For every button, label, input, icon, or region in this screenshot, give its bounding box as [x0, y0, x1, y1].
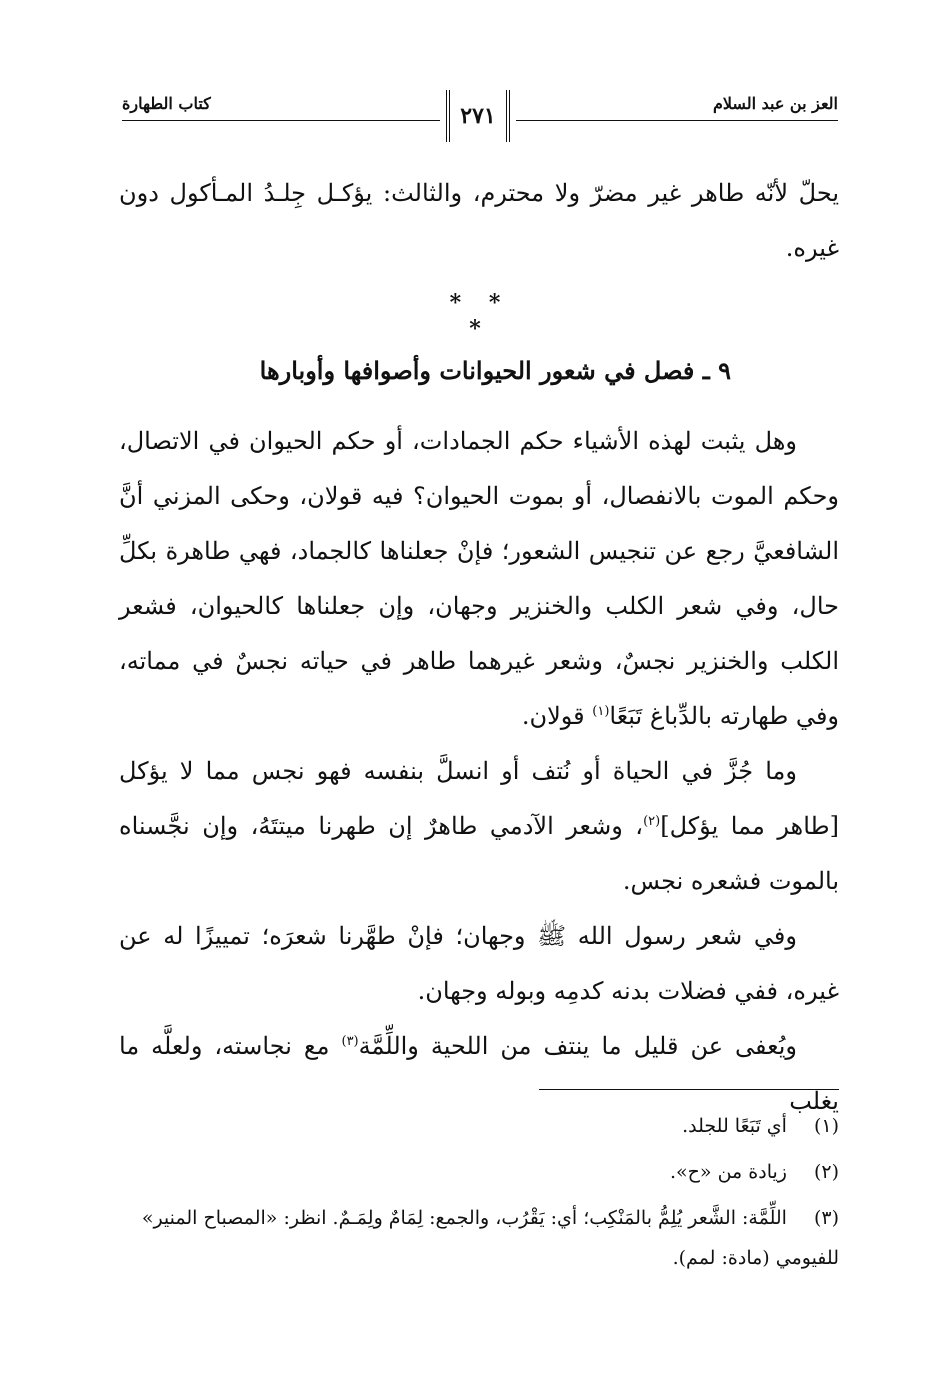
footnotes — [119, 1106, 839, 1284]
footnote-2 — [119, 1152, 839, 1192]
paragraph-1 — [119, 414, 839, 744]
paragraph-2 — [119, 744, 839, 909]
running-header — [122, 88, 838, 160]
paragraph-3: وفي شعر رسول الله ﷺ وجهان؛ فإنْ طهَّرنا شعرَه؛ تمييزًا له عن غيره، ففي فضلات بدنه كدمِه وبوله وجهان. — [119, 922, 839, 1005]
paragraph-1-text: وهل يثبت لهذه الأشياء حكم الجمادات، أو حكم الحيوان في الاتصال، وحكم الموت بالانفصال، أو بموت الحيوان؟ فيه قولان، وحكى المزني أنَّ الشافعيَّ رجع عن تنجيس الشعور؛ فإنْ جعلناها كالجماد، فهي طاهرة بكلِّ حال، وفي شعر الكلب والخنزير وجهان، وإن جعلناها كالحيوان، فشعر الكلب والخنزير نجسٌ، وشعر غيرهما طاهر في حياته نجسٌ في مماته، وفي طهارته بالدِّباغ تَبَعًا — [119, 427, 839, 730]
footnote-text: أي تَبَعًا للجلد. — [682, 1115, 787, 1137]
footnote-3 — [119, 1198, 839, 1278]
author-running-title: العز بن عبد السلام — [712, 94, 838, 113]
book-running-title: كتاب الطهارة — [122, 94, 211, 113]
section-heading: ٩ ـ فصل في شعور الحيوانات وأصوافها وأوبارها — [259, 356, 731, 385]
header-rule-left — [122, 120, 440, 121]
footnote-text: اللِّمَّة: الشَّعر يُلِمُّ بالمَنْكِب؛ أي: يَقْرُب، والجمع: لِمَامٌ ولِمَـمٌ. انظر: «المصباح المنير» للفيومي (مادة: لمم). — [141, 1207, 839, 1269]
main-text — [119, 414, 839, 1129]
footnote-ref-3: (٣) — [341, 1034, 359, 1049]
paragraph-2-text: وما جُزَّ في الحياة أو نُتف أو انسلَّ بنفسه فهو نجس مما لا يؤكل [طاهر مما يؤكل] — [119, 757, 839, 840]
paragraph-4-end: مع نجاسته، ولعلَّه ما يغلب — [119, 1032, 839, 1115]
footnote-number: (١) — [813, 1115, 839, 1137]
footnote-ref-2: (٢) — [643, 814, 661, 829]
footnote-1 — [119, 1106, 839, 1146]
footnote-rule — [539, 1089, 839, 1090]
footnote-ref-1: (١) — [592, 704, 610, 719]
paragraph-2-end: ، وشعر الآدمي طاهرٌ إن طهرنا ميتتَهُ، وإن نجَّسناه بالموت فشعره نجس. — [119, 812, 839, 895]
paragraph-4-text: ويُعفى عن قليل ما ينتف من اللحية واللِّمَّة — [358, 1032, 798, 1060]
header-rule-right — [516, 120, 838, 121]
opening-paragraph — [119, 166, 839, 276]
footnote-number: (٢) — [813, 1161, 839, 1183]
footnote-number: (٣) — [813, 1207, 839, 1229]
paragraph-1-end: قولان. — [521, 702, 593, 730]
footnote-text: زيادة من «ح». — [670, 1161, 787, 1183]
opening-text: يحلّ لأنّه طاهر غير مضرّ ولا محترم، والثالث: يؤكـل جِلـدُ المـأكول دون غيره. — [119, 179, 839, 262]
page-number: ٢٧١ — [446, 90, 510, 142]
section-separator: * * * — [449, 290, 511, 342]
